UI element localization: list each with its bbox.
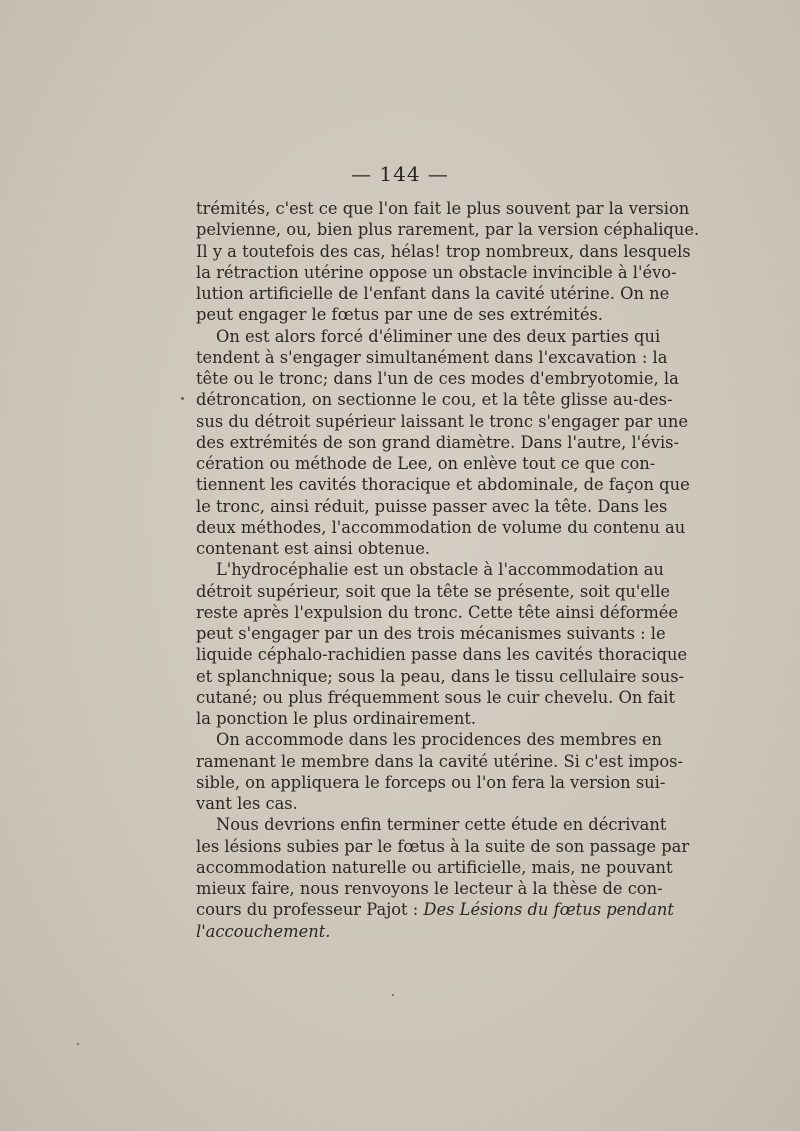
text-line: sus du détroit supérieur laissant le tronc s'engager par une [196,411,688,431]
text-line: deux méthodes, l'accommodation de volume du contenu au [196,517,686,537]
body-text [196,198,700,942]
text-line: peut engager le fœtus par une de ses extrémités. [196,305,603,325]
text-line: la rétraction utérine oppose un obstacle invincible à l'évo- [196,262,677,282]
text-line: sible, on appliquera le forceps ou l'on fera la version sui- [196,772,666,792]
text-line: les lésions subies par le fœtus à la suite de son passage par [196,836,690,856]
text-line: ramenant le membre dans la cavité utérine. Si c'est impos- [196,751,684,771]
text-line: mieux faire, nous renvoyons le lecteur à la thèse de con- [196,879,663,898]
paragraph-2 [196,326,690,560]
text-line: détroncation, on sectionne le cou, et la tête glisse au-des- [196,390,673,410]
text-line: détroit supérieur, soit que la tête se présente, soit qu'elle [196,581,671,601]
text-line: On accommode dans les procidences des membres en [216,730,662,750]
citation-title: Des Lésions du fœtus pendant [423,900,674,920]
text-line [196,899,674,920]
page-number: — 144 — [351,162,449,186]
text-fragment: cours du professeur Pajot : [196,900,424,920]
text-line: lution artificielle de l'enfant dans la cavité utérine. On ne [196,284,670,303]
text-line: pelvienne, ou, bien plus rarement, par la version céphalique. [196,220,700,240]
text-line: cération ou méthode de Lee, on enlève tout ce que con- [196,454,656,473]
paper-speck [181,397,184,400]
paper-speck [392,994,394,996]
text-line: trémités, c'est ce que l'on fait le plus souvent par la version [196,199,690,218]
text-line: cutané; ou plus fréquemment sous le cuir chevelu. On fait [196,687,676,707]
paragraph-3 [196,559,688,729]
paragraph-5 [196,814,690,942]
text-line: On est alors forcé d'éliminer une des deux parties qui [216,326,661,346]
text-line: accommodation naturelle ou artificielle, mais, ne pouvant [196,857,673,877]
text-line: vant les cas. [196,794,298,813]
text-line: L'hydrocéphalie est un obstacle à l'accommodation au [216,560,664,580]
text-line: peut s'engager par un des trois mécanismes suivants : le [196,624,666,643]
paragraph-4 [196,729,684,814]
text-line: la ponction le plus ordinairement. [196,709,477,728]
text-line: Nous devrions enfin terminer cette étude en décrivant [216,815,667,835]
text-line: le tronc, ainsi réduit, puisse passer avec la tête. Dans les [196,496,668,516]
text-line: tête ou le tronc; dans l'un de ces modes d'embryotomie, la [196,369,679,388]
paragraph-1 [196,198,700,326]
text-line: des extrémités de son grand diamètre. Dans l'autre, l'évis- [196,432,680,452]
text-line: reste après l'expulsion du tronc. Cette tête ainsi déformée [196,602,679,622]
text-line: Il y a toutefois des cas, hélas! trop nombreux, dans lesquels [196,241,691,261]
citation-title-continued: l'accouchement. [196,921,331,941]
text-line: et splanchnique; sous la peau, dans le tissu cellulaire sous- [196,666,685,686]
text-line: tiennent les cavités thoracique et abdominale, de façon que [196,475,690,495]
text-line: liquide céphalo-rachidien passe dans les cavités thoracique [196,645,688,665]
text-line: contenant est ainsi obtenue. [196,539,431,558]
text-line: tendent à s'engager simultanément dans l'excavation : la [196,347,668,367]
paper-speck [77,1043,79,1045]
